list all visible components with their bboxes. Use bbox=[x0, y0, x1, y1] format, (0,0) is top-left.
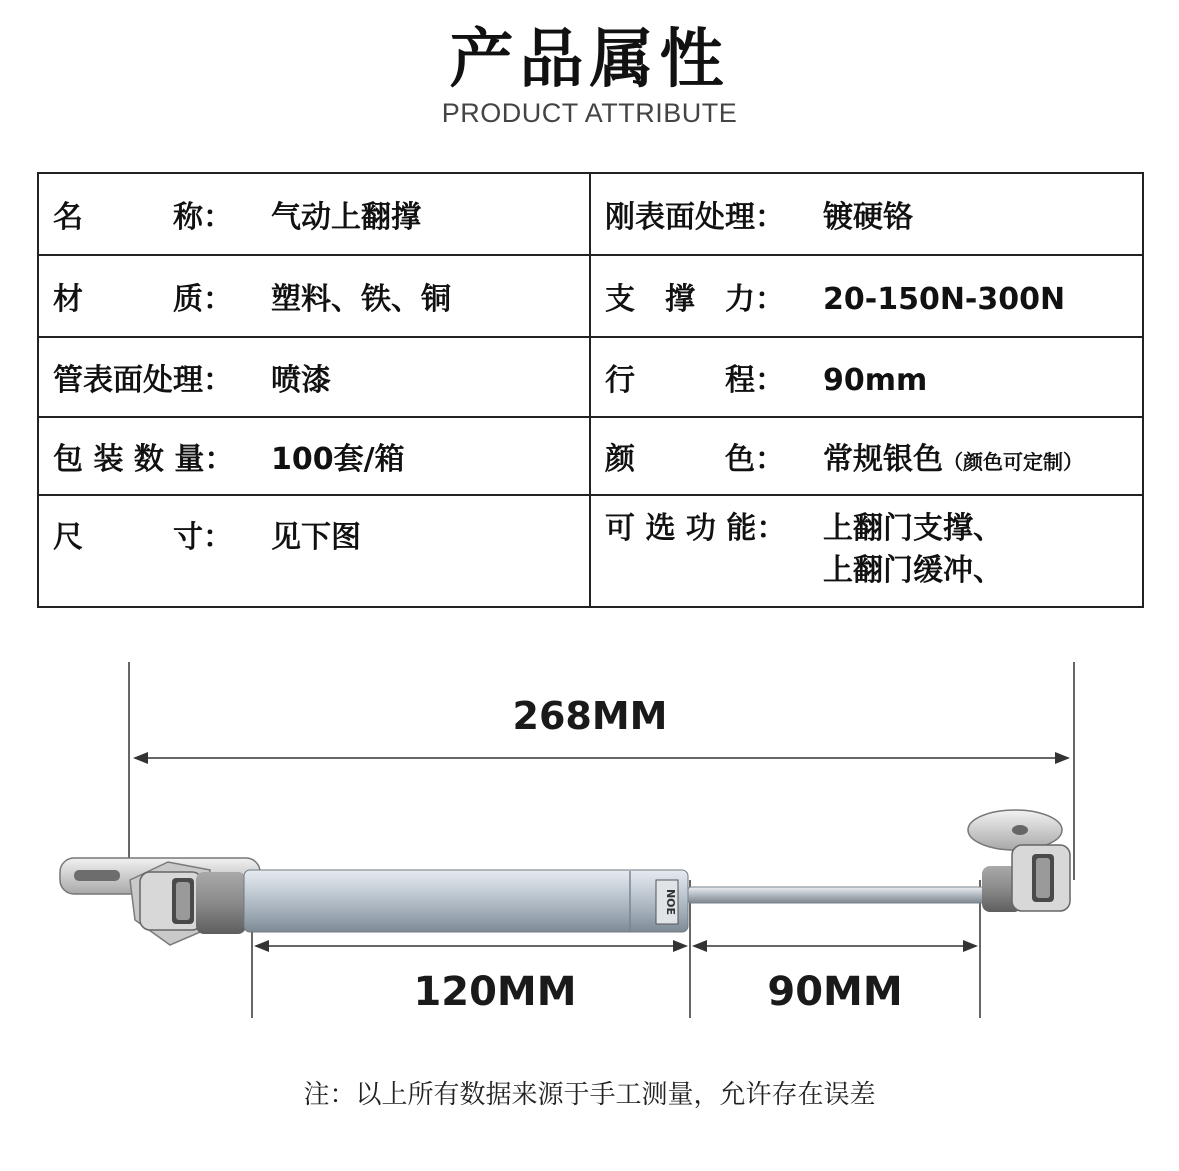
attr-label: 行 程： bbox=[605, 363, 785, 398]
attr-note: （颜色可定制） bbox=[943, 450, 1083, 474]
attr-value: 塑料、铁、铜 bbox=[271, 282, 451, 317]
attribute-table bbox=[37, 172, 1144, 608]
page-title: 产品属性 bbox=[449, 23, 730, 97]
table-cell bbox=[590, 255, 1143, 337]
attr-label: 刚表面处理： bbox=[605, 200, 785, 235]
table-cell bbox=[590, 495, 1143, 607]
total-dimension-line bbox=[133, 752, 1070, 764]
attr-value: 喷漆 bbox=[271, 363, 331, 398]
body-length-label: 120MM bbox=[413, 969, 577, 1015]
footer-note: 注：以上所有数据来源于手工测量，允许存在误差 bbox=[303, 1080, 876, 1110]
attr-label: 材 质： bbox=[53, 282, 233, 317]
attr-value: 常规银色 bbox=[823, 442, 943, 477]
attr-value-line: 上翻门支撑、 bbox=[823, 511, 1003, 546]
attr-label: 可 选 功 能： bbox=[605, 511, 787, 546]
table-cell bbox=[38, 495, 590, 607]
attr-value: 100套/箱 bbox=[271, 442, 405, 477]
table-cell bbox=[38, 337, 590, 417]
table-row bbox=[38, 495, 1143, 607]
attr-label: 包 装 数 量： bbox=[53, 442, 235, 477]
attr-label: 管表面处理： bbox=[53, 363, 233, 398]
table-cell bbox=[590, 337, 1143, 417]
attr-value: 见下图 bbox=[271, 520, 361, 555]
attr-value: 90mm bbox=[823, 363, 928, 398]
left-end-cap bbox=[196, 872, 246, 934]
attr-label: 尺 寸： bbox=[53, 520, 233, 555]
table-row bbox=[38, 173, 1143, 255]
table-cell bbox=[590, 417, 1143, 495]
stroke-length-label: 90MM bbox=[767, 969, 903, 1015]
attr-value-multiline bbox=[823, 508, 1003, 592]
table-cell bbox=[590, 173, 1143, 255]
piston-rod bbox=[688, 887, 988, 903]
table-row bbox=[38, 255, 1143, 337]
attr-value-line: 上翻门缓冲、 bbox=[823, 553, 1003, 588]
table-row bbox=[38, 337, 1143, 417]
stroke-dimension-line bbox=[692, 940, 978, 952]
attr-label: 颜 色： bbox=[605, 442, 785, 477]
page-subtitle: PRODUCT ATTRIBUTE bbox=[441, 98, 738, 128]
attr-value: 20-150N-300N bbox=[823, 282, 1066, 317]
tube-marking: NOE bbox=[664, 888, 677, 916]
table-row bbox=[38, 417, 1143, 495]
attr-label: 支 撑 力： bbox=[605, 282, 785, 317]
table-cell bbox=[38, 417, 590, 495]
table-cell bbox=[38, 255, 590, 337]
attr-value: 镀硬铬 bbox=[823, 200, 913, 235]
table-cell bbox=[38, 173, 590, 255]
attr-label: 名 称： bbox=[53, 200, 233, 235]
attr-value: 气动上翻撑 bbox=[271, 200, 421, 235]
body-dimension-line bbox=[254, 940, 688, 952]
cylinder-tube bbox=[244, 870, 688, 932]
total-length-label: 268MM bbox=[512, 694, 668, 738]
